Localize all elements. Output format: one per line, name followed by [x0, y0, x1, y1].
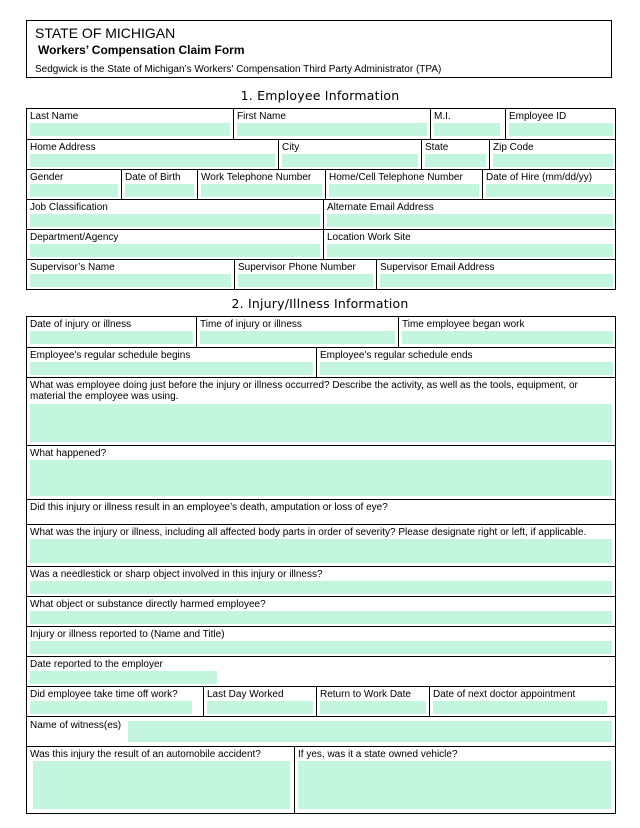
schedule-begins-input[interactable] — [30, 362, 313, 375]
cell-witness — [27, 717, 615, 746]
dob-label: Date of Birth — [125, 172, 181, 183]
cell-supervisor-phone — [234, 260, 376, 289]
cell-injury-date — [27, 317, 196, 347]
reported-to-label: Injury or illness reported to (Name and Title) — [30, 629, 225, 640]
location-input[interactable] — [327, 244, 613, 257]
employee-id-label: Employee ID — [509, 111, 567, 122]
work-phone-input[interactable] — [201, 184, 322, 197]
state-input[interactable] — [425, 154, 486, 167]
mi-label: M.I. — [434, 111, 451, 122]
auto-accident-label: Was this injury the result of an automobile accident? — [30, 749, 261, 760]
cell-needlestick — [27, 567, 615, 596]
section-1-title: 1. Employee Information — [240, 88, 400, 103]
city-label: City — [282, 142, 300, 153]
death-amputation-label: Did this injury or illness result in an employee’s death, amputation or loss of eye? — [30, 502, 388, 513]
cell-schedule-begins — [27, 348, 316, 377]
row-reported-to — [27, 626, 615, 656]
cell-department — [27, 230, 323, 259]
form-title: Workers’ Compensation Claim Form — [38, 43, 245, 57]
state-vehicle-input[interactable] — [298, 761, 611, 809]
last-name-label: Last Name — [30, 111, 79, 122]
cell-hire-date — [482, 170, 615, 199]
cell-home-phone — [325, 170, 482, 199]
zip-label: Zip Code — [493, 142, 534, 153]
cell-injury-parts — [27, 525, 615, 566]
job-class-input[interactable] — [30, 214, 320, 227]
date-reported-input[interactable] — [30, 671, 217, 684]
dob-input[interactable] — [125, 184, 194, 197]
row-address — [27, 139, 615, 169]
injury-time-input[interactable] — [200, 331, 395, 344]
return-date-input[interactable] — [320, 701, 426, 714]
gender-label: Gender — [30, 172, 64, 183]
supervisor-phone-label: Supervisor Phone Number — [238, 262, 356, 273]
row-object-substance — [27, 596, 615, 626]
date-reported-label: Date reported to the employer — [30, 659, 163, 670]
cell-dob — [121, 170, 197, 199]
section-2-title: 2. Injury/Illness Information — [231, 296, 409, 311]
tpa-note: Sedgwick is the State of Michigan’s Workers' Compensation Third Party Administrator (TPA) — [35, 64, 442, 75]
supervisor-name-input[interactable] — [30, 274, 231, 287]
time-off-label: Did employee take time off work? — [30, 689, 178, 700]
cell-doctor-appt — [429, 687, 615, 716]
injury-date-input[interactable] — [30, 331, 193, 344]
last-day-input[interactable] — [207, 701, 313, 714]
cell-injury-time — [196, 317, 398, 347]
cell-first-name — [233, 109, 430, 139]
schedule-ends-label: Employee's regular schedule ends — [320, 350, 473, 361]
time-began-input[interactable] — [402, 331, 613, 344]
cell-object-substance — [27, 597, 615, 626]
row-names — [27, 109, 615, 139]
supervisor-phone-input[interactable] — [238, 274, 373, 287]
object-substance-label: What object or substance directly harmed employee? — [30, 599, 266, 610]
schedule-begins-label: Employee's regular schedule begins — [30, 350, 191, 361]
location-label: Location Work Site — [327, 232, 411, 243]
what-happened-label: What happened? — [30, 448, 107, 459]
cell-work-phone — [197, 170, 325, 199]
row-auto-accident — [27, 746, 615, 813]
city-input[interactable] — [282, 154, 418, 167]
cell-doing-before — [27, 378, 615, 445]
row-supervisor — [27, 259, 615, 289]
first-name-label: First Name — [237, 111, 286, 122]
doing-before-label: What was employee doing just before the injury or illness occurred? Describe the activity, as well as the tools, equipment, or material the employee was using. — [30, 380, 578, 402]
cell-date-reported — [27, 657, 615, 686]
cell-home-address — [27, 140, 278, 169]
home-address-label: Home Address — [30, 142, 96, 153]
time-off-input[interactable] — [30, 701, 192, 714]
row-injury-parts — [27, 524, 615, 566]
doctor-appt-label: Date of next doctor appointment — [433, 689, 576, 700]
doing-before-input[interactable] — [30, 404, 612, 442]
employee-info-grid — [26, 108, 616, 290]
hire-date-input[interactable] — [486, 184, 613, 197]
needlestick-label: Was a needlestick or sharp object involved in this injury or illness? — [30, 569, 323, 580]
row-what-happened — [27, 445, 615, 499]
job-class-label: Job Classification — [30, 202, 108, 213]
home-address-input[interactable] — [30, 154, 275, 167]
last-day-label: Last Day Worked — [207, 689, 284, 700]
doctor-appt-input[interactable] — [433, 701, 607, 714]
witness-label: Name of witness(es) — [30, 720, 122, 731]
cell-gender — [27, 170, 121, 199]
cell-what-happened — [27, 446, 615, 499]
gender-input[interactable] — [30, 184, 118, 197]
injury-parts-label: What was the injury or illness, including all affected body parts in order of severity? Please designate right or left, if applicable. — [30, 527, 587, 538]
zip-input[interactable] — [493, 154, 613, 167]
last-name-input[interactable] — [30, 123, 230, 136]
state-label: State — [425, 142, 449, 153]
cell-job-class — [27, 200, 323, 229]
cell-last-day — [203, 687, 316, 716]
injury-date-label: Date of injury or illness — [30, 319, 132, 330]
home-phone-label: Home/Cell Telephone Number — [329, 172, 463, 183]
row-needlestick — [27, 566, 615, 596]
return-date-label: Return to Work Date — [320, 689, 411, 700]
first-name-input[interactable] — [237, 123, 427, 136]
object-substance-input[interactable] — [30, 611, 612, 624]
row-department — [27, 229, 615, 259]
cell-auto-accident — [27, 747, 294, 813]
state-title: STATE OF MICHIGAN — [35, 25, 176, 41]
row-death-amputation — [27, 499, 615, 524]
injury-parts-input[interactable] — [30, 539, 612, 563]
cell-reported-to — [27, 627, 615, 656]
cell-city — [278, 140, 421, 169]
cell-mi — [430, 109, 505, 139]
cell-death-amputation — [27, 500, 615, 524]
employee-id-input[interactable] — [509, 123, 613, 136]
cell-supervisor-email — [376, 260, 615, 289]
supervisor-email-label: Supervisor Email Address — [380, 262, 495, 273]
row-time-off — [27, 686, 615, 716]
row-injury-time — [27, 317, 615, 347]
row-job — [27, 199, 615, 229]
row-schedule — [27, 347, 615, 377]
hire-date-label: Date of Hire (mm/dd/yy) — [486, 172, 593, 183]
cell-state — [421, 140, 489, 169]
cell-employee-id — [505, 109, 615, 139]
needlestick-input[interactable] — [30, 581, 612, 594]
department-label: Department/Agency — [30, 232, 119, 243]
cell-time-off — [27, 687, 203, 716]
form-header — [26, 20, 612, 78]
supervisor-email-input[interactable] — [380, 274, 613, 287]
cell-zip — [489, 140, 615, 169]
schedule-ends-input[interactable] — [320, 362, 613, 375]
cell-last-name — [27, 109, 233, 139]
state-vehicle-label: If yes, was it a state owned vehicle? — [298, 749, 458, 760]
alt-email-label: Alternate Email Address — [327, 202, 434, 213]
row-witness — [27, 716, 615, 746]
cell-time-began — [398, 317, 615, 347]
time-began-label: Time employee began work — [402, 319, 525, 330]
mi-input[interactable] — [434, 123, 500, 136]
row-doing-before — [27, 377, 615, 445]
work-phone-label: Work Telephone Number — [201, 172, 312, 183]
alt-email-input[interactable] — [327, 214, 613, 227]
supervisor-name-label: Supervisor’s Name — [30, 262, 115, 273]
cell-location — [323, 230, 615, 259]
home-phone-input[interactable] — [329, 184, 479, 197]
cell-schedule-ends — [316, 348, 615, 377]
cell-alt-email — [323, 200, 615, 229]
row-date-reported — [27, 656, 615, 686]
witness-input[interactable] — [128, 721, 612, 742]
department-input[interactable] — [30, 244, 320, 257]
reported-to-input[interactable] — [30, 641, 612, 654]
injury-info-grid — [26, 316, 616, 814]
cell-supervisor-name — [27, 260, 234, 289]
cell-state-vehicle — [294, 747, 615, 813]
what-happened-input[interactable] — [30, 460, 612, 496]
auto-accident-input[interactable] — [33, 761, 290, 809]
cell-return-date — [316, 687, 429, 716]
row-personal — [27, 169, 615, 199]
injury-time-label: Time of injury or illness — [200, 319, 302, 330]
